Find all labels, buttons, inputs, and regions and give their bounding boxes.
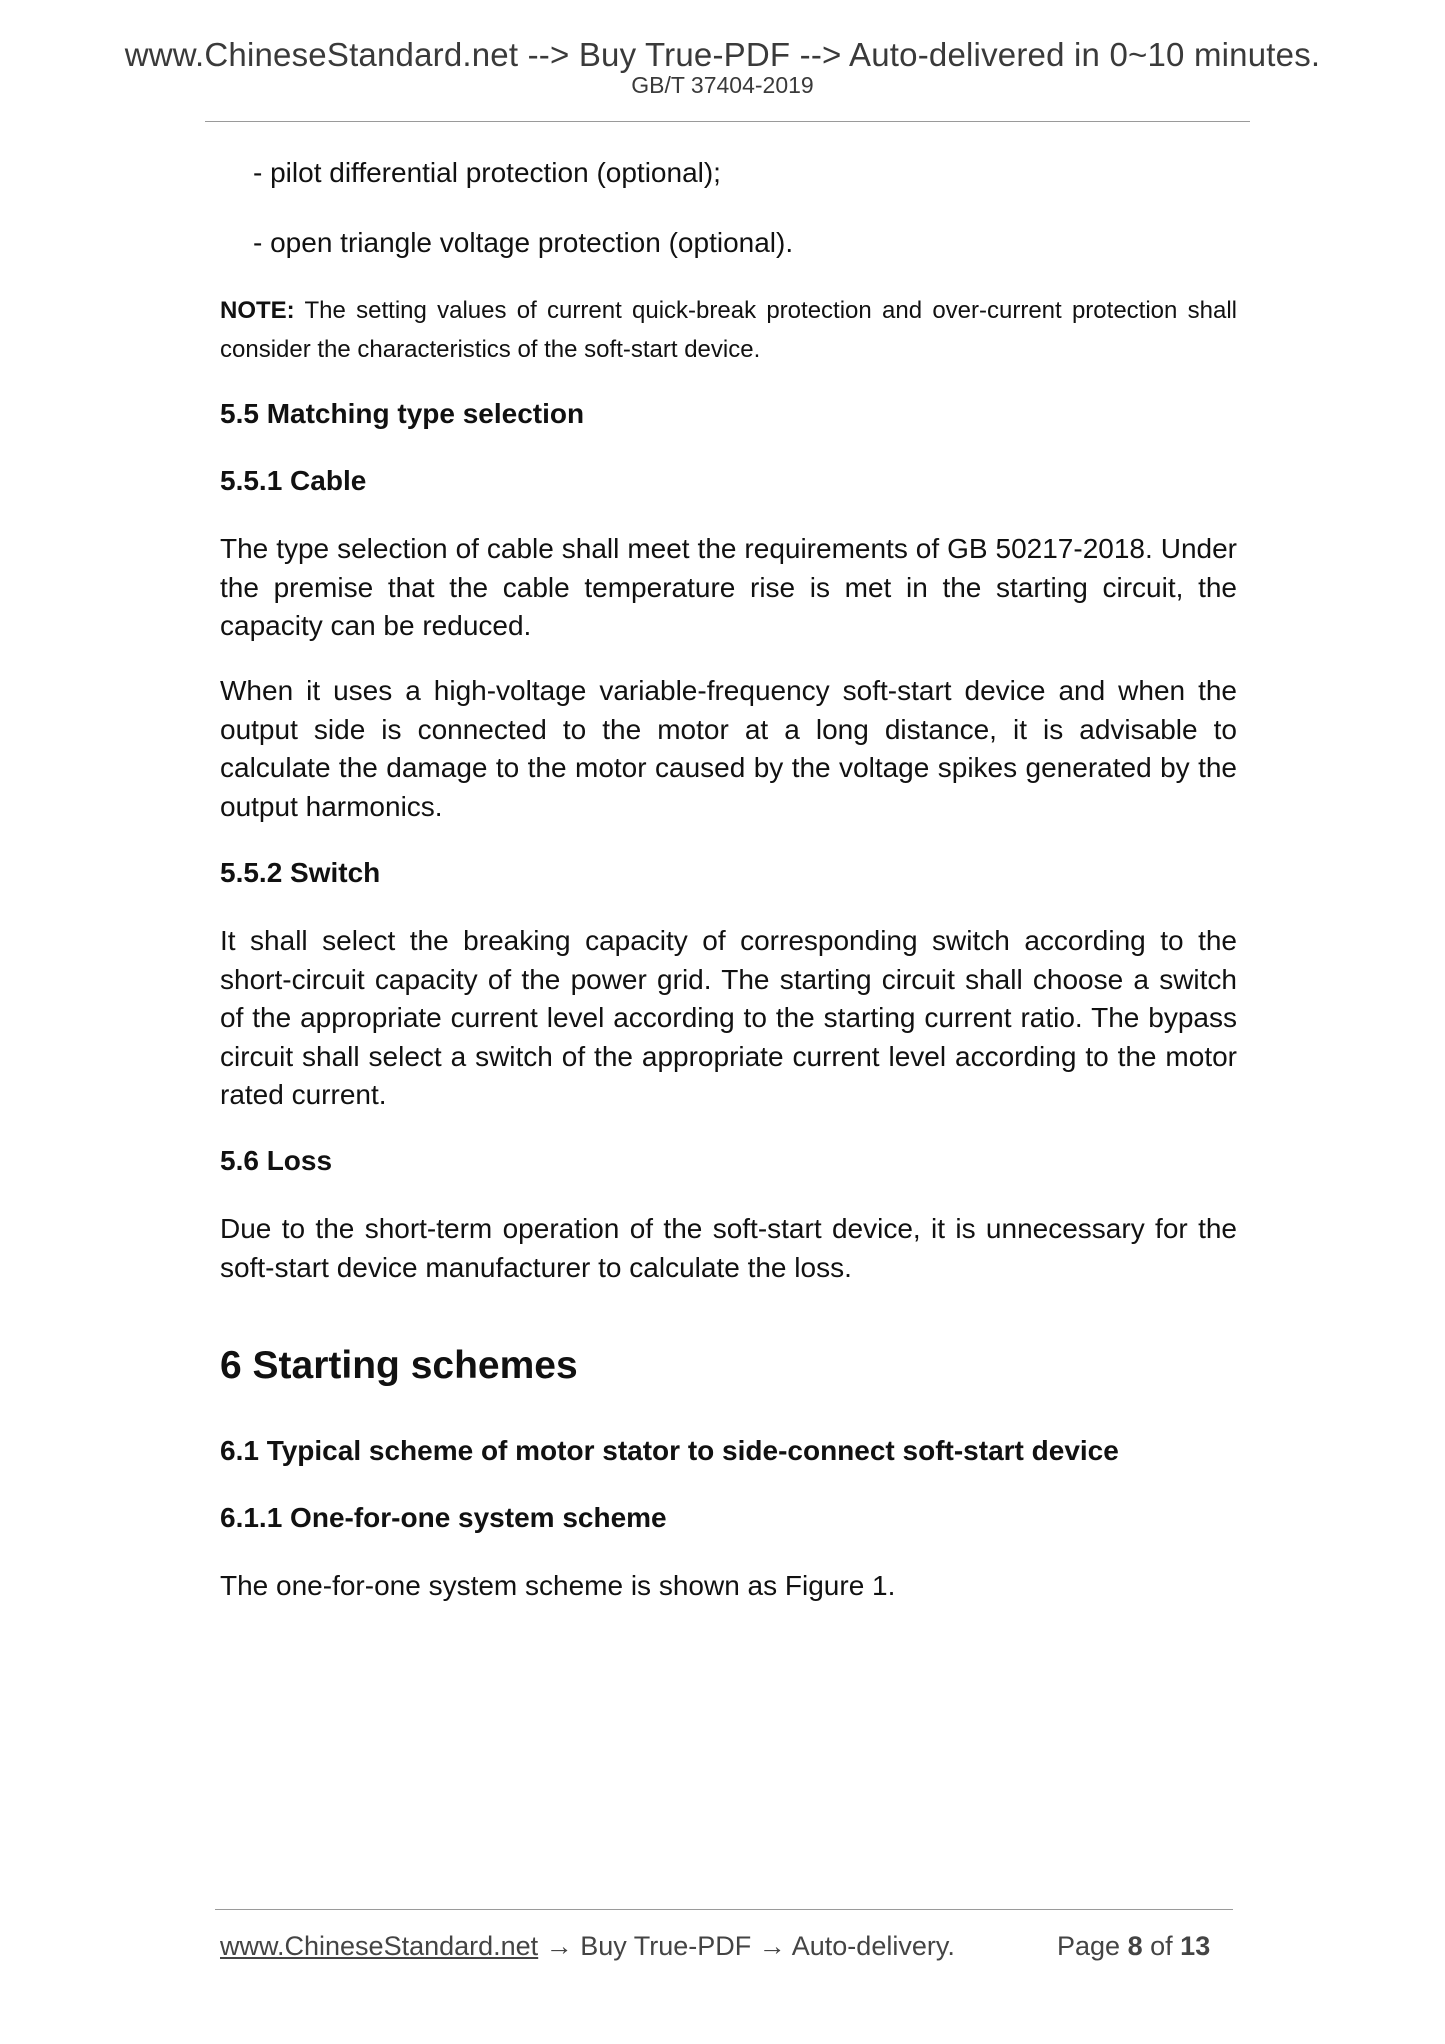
footer-links bbox=[220, 1929, 955, 1963]
heading-6-1-1: 6.1.1 One-for-one system scheme bbox=[220, 1502, 667, 1533]
arrow-right-icon: → bbox=[538, 1931, 581, 1961]
note-paragraph bbox=[220, 291, 1237, 369]
bullet-open-triangle: - open triangle voltage protection (optional). bbox=[253, 227, 794, 258]
paragraph-cable-1: The type selection of cable shall meet the requirements of GB 50217-2018. Under the premise that the cable temperature rise is met in the starting circuit, the capacity can be reduced. bbox=[220, 533, 1237, 641]
footer-buy-text: Buy True-PDF bbox=[580, 1931, 752, 1961]
footer-divider bbox=[215, 1909, 1233, 1910]
heading-5-5-1: 5.5.1 Cable bbox=[220, 465, 367, 496]
header-divider bbox=[205, 121, 1250, 122]
paragraph-switch: It shall select the breaking capacity of corresponding switch according to the short-circuit capacity of the power grid. The starting circuit shall choose a switch of the appropriate current level according to the starting current ratio. The bypass circuit shall select a switch of the appropriate current level according to the motor rated current. bbox=[220, 925, 1237, 1110]
paragraph-figure-ref: The one-for-one system scheme is shown as Figure 1. bbox=[220, 1570, 896, 1601]
footer-site-link[interactable]: www.ChineseStandard.net bbox=[220, 1931, 539, 1961]
total-pages: 13 bbox=[1180, 1931, 1211, 1961]
bullet-pilot-differential: - pilot differential protection (optional); bbox=[253, 157, 721, 188]
page-label: Page bbox=[1057, 1931, 1121, 1961]
heading-5-5: 5.5 Matching type selection bbox=[220, 398, 585, 429]
arrow-right-icon: → bbox=[751, 1931, 792, 1961]
top-banner: www.ChineseStandard.net --> Buy True-PDF --> Auto-delivered in 0~10 minutes. bbox=[124, 36, 1321, 73]
note-text: The setting values of current quick-break protection and over-current protection shall consider the characteristics of the soft-start device. bbox=[220, 297, 1237, 363]
of-label: of bbox=[1150, 1931, 1173, 1961]
paragraph-cable-2: When it uses a high-voltage variable-frequency soft-start device and when the output side is connected to the motor at a long distance, it is advisable to calculate the damage to the motor caused by the voltage spikes generated by the output harmonics. bbox=[220, 675, 1237, 822]
page-number: 8 bbox=[1127, 1931, 1143, 1961]
heading-5-6: 5.6 Loss bbox=[220, 1145, 333, 1176]
standard-code: GB/T 37404-2019 bbox=[631, 72, 814, 98]
page-indicator bbox=[1057, 1929, 1210, 1963]
heading-6: 6 Starting schemes bbox=[220, 1344, 578, 1387]
footer-delivery-text: Auto-delivery. bbox=[791, 1931, 955, 1961]
note-label: NOTE: bbox=[220, 297, 295, 324]
paragraph-loss: Due to the short-term operation of the soft-start device, it is unnecessary for the soft-start device manufacturer to calculate the loss. bbox=[220, 1213, 1237, 1283]
heading-5-5-2: 5.5.2 Switch bbox=[220, 857, 381, 888]
heading-6-1: 6.1 Typical scheme of motor stator to side-connect soft-start device bbox=[220, 1435, 1119, 1466]
